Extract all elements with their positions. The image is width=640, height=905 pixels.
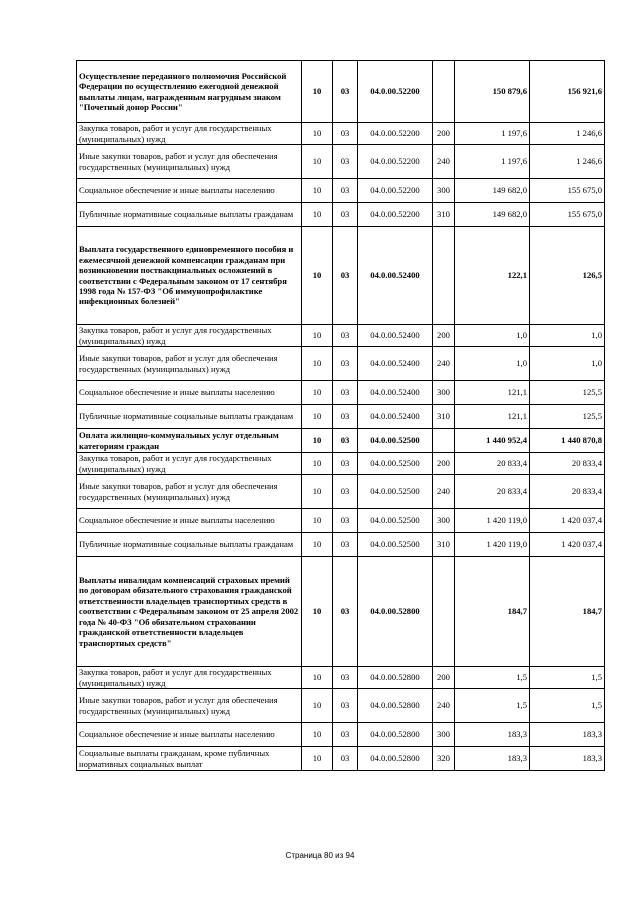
row-name-cell: Оплата жилищно-коммунальных услуг отдельным категориям граждан bbox=[77, 429, 302, 453]
target-article-cell: 04.0.00.52200 bbox=[358, 61, 433, 123]
expense-type-cell: 240 bbox=[433, 689, 455, 723]
table-row bbox=[77, 533, 605, 557]
table-row bbox=[77, 747, 605, 771]
amount-year1-cell: 184,7 bbox=[455, 557, 530, 667]
expense-type-cell: 240 bbox=[433, 475, 455, 509]
table-row bbox=[77, 689, 605, 723]
row-name-cell: Иные закупки товаров, работ и услуг для обеспечения государственных (муниципальных) нужд bbox=[77, 145, 302, 179]
amount-year2-cell: 156 921,6 bbox=[530, 61, 605, 123]
table-row bbox=[77, 203, 605, 227]
section-code-cell: 10 bbox=[302, 145, 333, 179]
expense-type-cell bbox=[433, 61, 455, 123]
subsection-code-cell: 03 bbox=[333, 453, 358, 475]
amount-year2-cell: 155 675,0 bbox=[530, 203, 605, 227]
amount-year2-cell: 1 246,6 bbox=[530, 123, 605, 145]
table-row bbox=[77, 475, 605, 509]
amount-year1-cell: 1,0 bbox=[455, 325, 530, 347]
row-name-cell: Осуществление переданного полномочия Российской Федерации по осуществлению ежегодной денежной выплаты лицам, награжденным нагрудным знаком "Почетный донор России" bbox=[77, 61, 302, 123]
target-article-cell: 04.0.00.52200 bbox=[358, 203, 433, 227]
subsection-code-cell: 03 bbox=[333, 179, 358, 203]
amount-year1-cell: 1 440 952,4 bbox=[455, 429, 530, 453]
expense-type-cell: 240 bbox=[433, 347, 455, 381]
table-row bbox=[77, 723, 605, 747]
section-code-cell: 10 bbox=[302, 723, 333, 747]
amount-year2-cell: 155 675,0 bbox=[530, 179, 605, 203]
target-article-cell: 04.0.00.52200 bbox=[358, 123, 433, 145]
section-code-cell: 10 bbox=[302, 325, 333, 347]
target-article-cell: 04.0.00.52200 bbox=[358, 179, 433, 203]
table-row bbox=[77, 145, 605, 179]
amount-year1-cell: 183,3 bbox=[455, 747, 530, 771]
section-code-cell: 10 bbox=[302, 429, 333, 453]
expense-type-cell: 200 bbox=[433, 667, 455, 689]
section-code-cell: 10 bbox=[302, 203, 333, 227]
expense-type-cell: 300 bbox=[433, 509, 455, 533]
expense-type-cell bbox=[433, 557, 455, 667]
row-name-cell: Социальное обеспечение и иные выплаты населению bbox=[77, 723, 302, 747]
amount-year2-cell: 1,0 bbox=[530, 347, 605, 381]
expense-type-cell: 300 bbox=[433, 381, 455, 405]
target-article-cell: 04.0.00.52400 bbox=[358, 381, 433, 405]
amount-year2-cell: 1 420 037,4 bbox=[530, 509, 605, 533]
target-article-cell: 04.0.00.52500 bbox=[358, 475, 433, 509]
section-code-cell: 10 bbox=[302, 475, 333, 509]
subsection-code-cell: 03 bbox=[333, 747, 358, 771]
row-name-cell: Закупка товаров, работ и услуг для государственных (муниципальных) нужд bbox=[77, 325, 302, 347]
row-name-cell: Социальное обеспечение и иные выплаты населению bbox=[77, 509, 302, 533]
target-article-cell: 04.0.00.52400 bbox=[358, 347, 433, 381]
amount-year1-cell: 150 879,6 bbox=[455, 61, 530, 123]
table-row bbox=[77, 509, 605, 533]
subsection-code-cell: 03 bbox=[333, 429, 358, 453]
target-article-cell: 04.0.00.52500 bbox=[358, 533, 433, 557]
amount-year2-cell: 1,5 bbox=[530, 667, 605, 689]
row-name-cell: Социальные выплаты гражданам, кроме публичных нормативных социальных выплат bbox=[77, 747, 302, 771]
subsection-code-cell: 03 bbox=[333, 325, 358, 347]
amount-year1-cell: 20 833,4 bbox=[455, 475, 530, 509]
section-code-cell: 10 bbox=[302, 667, 333, 689]
amount-year2-cell: 183,3 bbox=[530, 747, 605, 771]
subsection-code-cell: 03 bbox=[333, 689, 358, 723]
target-article-cell: 04.0.00.52500 bbox=[358, 509, 433, 533]
amount-year1-cell: 121,1 bbox=[455, 381, 530, 405]
table-row bbox=[77, 667, 605, 689]
amount-year1-cell: 1,5 bbox=[455, 689, 530, 723]
table-row bbox=[77, 179, 605, 203]
expense-type-cell: 200 bbox=[433, 123, 455, 145]
amount-year2-cell: 1,0 bbox=[530, 325, 605, 347]
amount-year2-cell: 20 833,4 bbox=[530, 475, 605, 509]
row-name-cell: Социальное обеспечение и иные выплаты населению bbox=[77, 179, 302, 203]
expense-type-cell: 310 bbox=[433, 405, 455, 429]
amount-year2-cell: 1,5 bbox=[530, 689, 605, 723]
amount-year2-cell: 125,5 bbox=[530, 405, 605, 429]
target-article-cell: 04.0.00.52800 bbox=[358, 723, 433, 747]
row-name-cell: Закупка товаров, работ и услуг для государственных (муниципальных) нужд bbox=[77, 667, 302, 689]
row-name-cell: Публичные нормативные социальные выплаты гражданам bbox=[77, 533, 302, 557]
amount-year1-cell: 121,1 bbox=[455, 405, 530, 429]
amount-year1-cell: 1 420 119,0 bbox=[455, 509, 530, 533]
subsection-code-cell: 03 bbox=[333, 347, 358, 381]
amount-year1-cell: 1,0 bbox=[455, 347, 530, 381]
subsection-code-cell: 03 bbox=[333, 61, 358, 123]
table-row bbox=[77, 557, 605, 667]
expense-type-cell: 300 bbox=[433, 723, 455, 747]
subsection-code-cell: 03 bbox=[333, 509, 358, 533]
row-name-cell: Выплата государственного единовременного пособия и ежемесячной денежной компенсации гражданам при возникновении поствакцинальных осложнений в соответствии с Федеральным законом от 17 сентября 1998 года № 157-ФЗ "Об иммунопрофилактике инфекционных болезней" bbox=[77, 227, 302, 325]
amount-year2-cell: 20 833,4 bbox=[530, 453, 605, 475]
subsection-code-cell: 03 bbox=[333, 405, 358, 429]
row-name-cell: Публичные нормативные социальные выплаты гражданам bbox=[77, 203, 302, 227]
table-row bbox=[77, 405, 605, 429]
subsection-code-cell: 03 bbox=[333, 227, 358, 325]
subsection-code-cell: 03 bbox=[333, 723, 358, 747]
row-name-cell: Выплаты инвалидам компенсаций страховых премий по договорам обязательного страхования гражданской ответственности владельцев транспортных средств в соответствии с Федеральным законом от 25 апреля 2002 года № 40-ФЗ "Об обязательном страховании гражданской ответственности владельцев транспортных средств" bbox=[77, 557, 302, 667]
row-name-cell: Иные закупки товаров, работ и услуг для обеспечения государственных (муниципальных) нужд bbox=[77, 475, 302, 509]
row-name-cell: Закупка товаров, работ и услуг для государственных (муниципальных) нужд bbox=[77, 123, 302, 145]
expense-type-cell: 310 bbox=[433, 533, 455, 557]
amount-year1-cell: 20 833,4 bbox=[455, 453, 530, 475]
expense-type-cell bbox=[433, 227, 455, 325]
amount-year1-cell: 1 420 119,0 bbox=[455, 533, 530, 557]
target-article-cell: 04.0.00.52500 bbox=[358, 429, 433, 453]
budget-table bbox=[76, 60, 605, 771]
expense-type-cell: 200 bbox=[433, 453, 455, 475]
section-code-cell: 10 bbox=[302, 453, 333, 475]
amount-year2-cell: 1 440 870,8 bbox=[530, 429, 605, 453]
section-code-cell: 10 bbox=[302, 227, 333, 325]
subsection-code-cell: 03 bbox=[333, 533, 358, 557]
section-code-cell: 10 bbox=[302, 509, 333, 533]
section-code-cell: 10 bbox=[302, 405, 333, 429]
row-name-cell: Социальное обеспечение и иные выплаты населению bbox=[77, 381, 302, 405]
target-article-cell: 04.0.00.52800 bbox=[358, 557, 433, 667]
subsection-code-cell: 03 bbox=[333, 667, 358, 689]
table-row bbox=[77, 325, 605, 347]
amount-year2-cell: 1 246,6 bbox=[530, 145, 605, 179]
amount-year2-cell: 1 420 037,4 bbox=[530, 533, 605, 557]
expense-type-cell: 240 bbox=[433, 145, 455, 179]
expense-type-cell bbox=[433, 429, 455, 453]
table-row bbox=[77, 123, 605, 145]
amount-year1-cell: 149 682,0 bbox=[455, 203, 530, 227]
section-code-cell: 10 bbox=[302, 123, 333, 145]
target-article-cell: 04.0.00.52800 bbox=[358, 689, 433, 723]
amount-year1-cell: 1 197,6 bbox=[455, 145, 530, 179]
table-body bbox=[77, 61, 605, 771]
target-article-cell: 04.0.00.52500 bbox=[358, 453, 433, 475]
section-code-cell: 10 bbox=[302, 557, 333, 667]
row-name-cell: Иные закупки товаров, работ и услуг для обеспечения государственных (муниципальных) нужд bbox=[77, 347, 302, 381]
table-row bbox=[77, 429, 605, 453]
subsection-code-cell: 03 bbox=[333, 145, 358, 179]
subsection-code-cell: 03 bbox=[333, 381, 358, 405]
amount-year1-cell: 122,1 bbox=[455, 227, 530, 325]
amount-year2-cell: 184,7 bbox=[530, 557, 605, 667]
amount-year1-cell: 183,3 bbox=[455, 723, 530, 747]
target-article-cell: 04.0.00.52400 bbox=[358, 405, 433, 429]
target-article-cell: 04.0.00.52800 bbox=[358, 667, 433, 689]
amount-year1-cell: 1 197,6 bbox=[455, 123, 530, 145]
section-code-cell: 10 bbox=[302, 347, 333, 381]
table-row bbox=[77, 453, 605, 475]
section-code-cell: 10 bbox=[302, 533, 333, 557]
expense-type-cell: 200 bbox=[433, 325, 455, 347]
expense-type-cell: 300 bbox=[433, 179, 455, 203]
section-code-cell: 10 bbox=[302, 61, 333, 123]
subsection-code-cell: 03 bbox=[333, 203, 358, 227]
amount-year1-cell: 1,5 bbox=[455, 667, 530, 689]
subsection-code-cell: 03 bbox=[333, 475, 358, 509]
subsection-code-cell: 03 bbox=[333, 123, 358, 145]
target-article-cell: 04.0.00.52400 bbox=[358, 325, 433, 347]
row-name-cell: Закупка товаров, работ и услуг для государственных (муниципальных) нужд bbox=[77, 453, 302, 475]
amount-year2-cell: 125,5 bbox=[530, 381, 605, 405]
section-code-cell: 10 bbox=[302, 381, 333, 405]
amount-year2-cell: 126,5 bbox=[530, 227, 605, 325]
amount-year2-cell: 183,3 bbox=[530, 723, 605, 747]
page-footer: Страница 80 из 94 bbox=[285, 851, 355, 860]
expense-type-cell: 320 bbox=[433, 747, 455, 771]
row-name-cell: Иные закупки товаров, работ и услуг для обеспечения государственных (муниципальных) нужд bbox=[77, 689, 302, 723]
amount-year1-cell: 149 682,0 bbox=[455, 179, 530, 203]
row-name-cell: Публичные нормативные социальные выплаты гражданам bbox=[77, 405, 302, 429]
expense-type-cell: 310 bbox=[433, 203, 455, 227]
table-row bbox=[77, 347, 605, 381]
table-row bbox=[77, 61, 605, 123]
section-code-cell: 10 bbox=[302, 179, 333, 203]
target-article-cell: 04.0.00.52800 bbox=[358, 747, 433, 771]
target-article-cell: 04.0.00.52200 bbox=[358, 145, 433, 179]
target-article-cell: 04.0.00.52400 bbox=[358, 227, 433, 325]
table-row bbox=[77, 227, 605, 325]
table-row bbox=[77, 381, 605, 405]
subsection-code-cell: 03 bbox=[333, 557, 358, 667]
section-code-cell: 10 bbox=[302, 689, 333, 723]
section-code-cell: 10 bbox=[302, 747, 333, 771]
